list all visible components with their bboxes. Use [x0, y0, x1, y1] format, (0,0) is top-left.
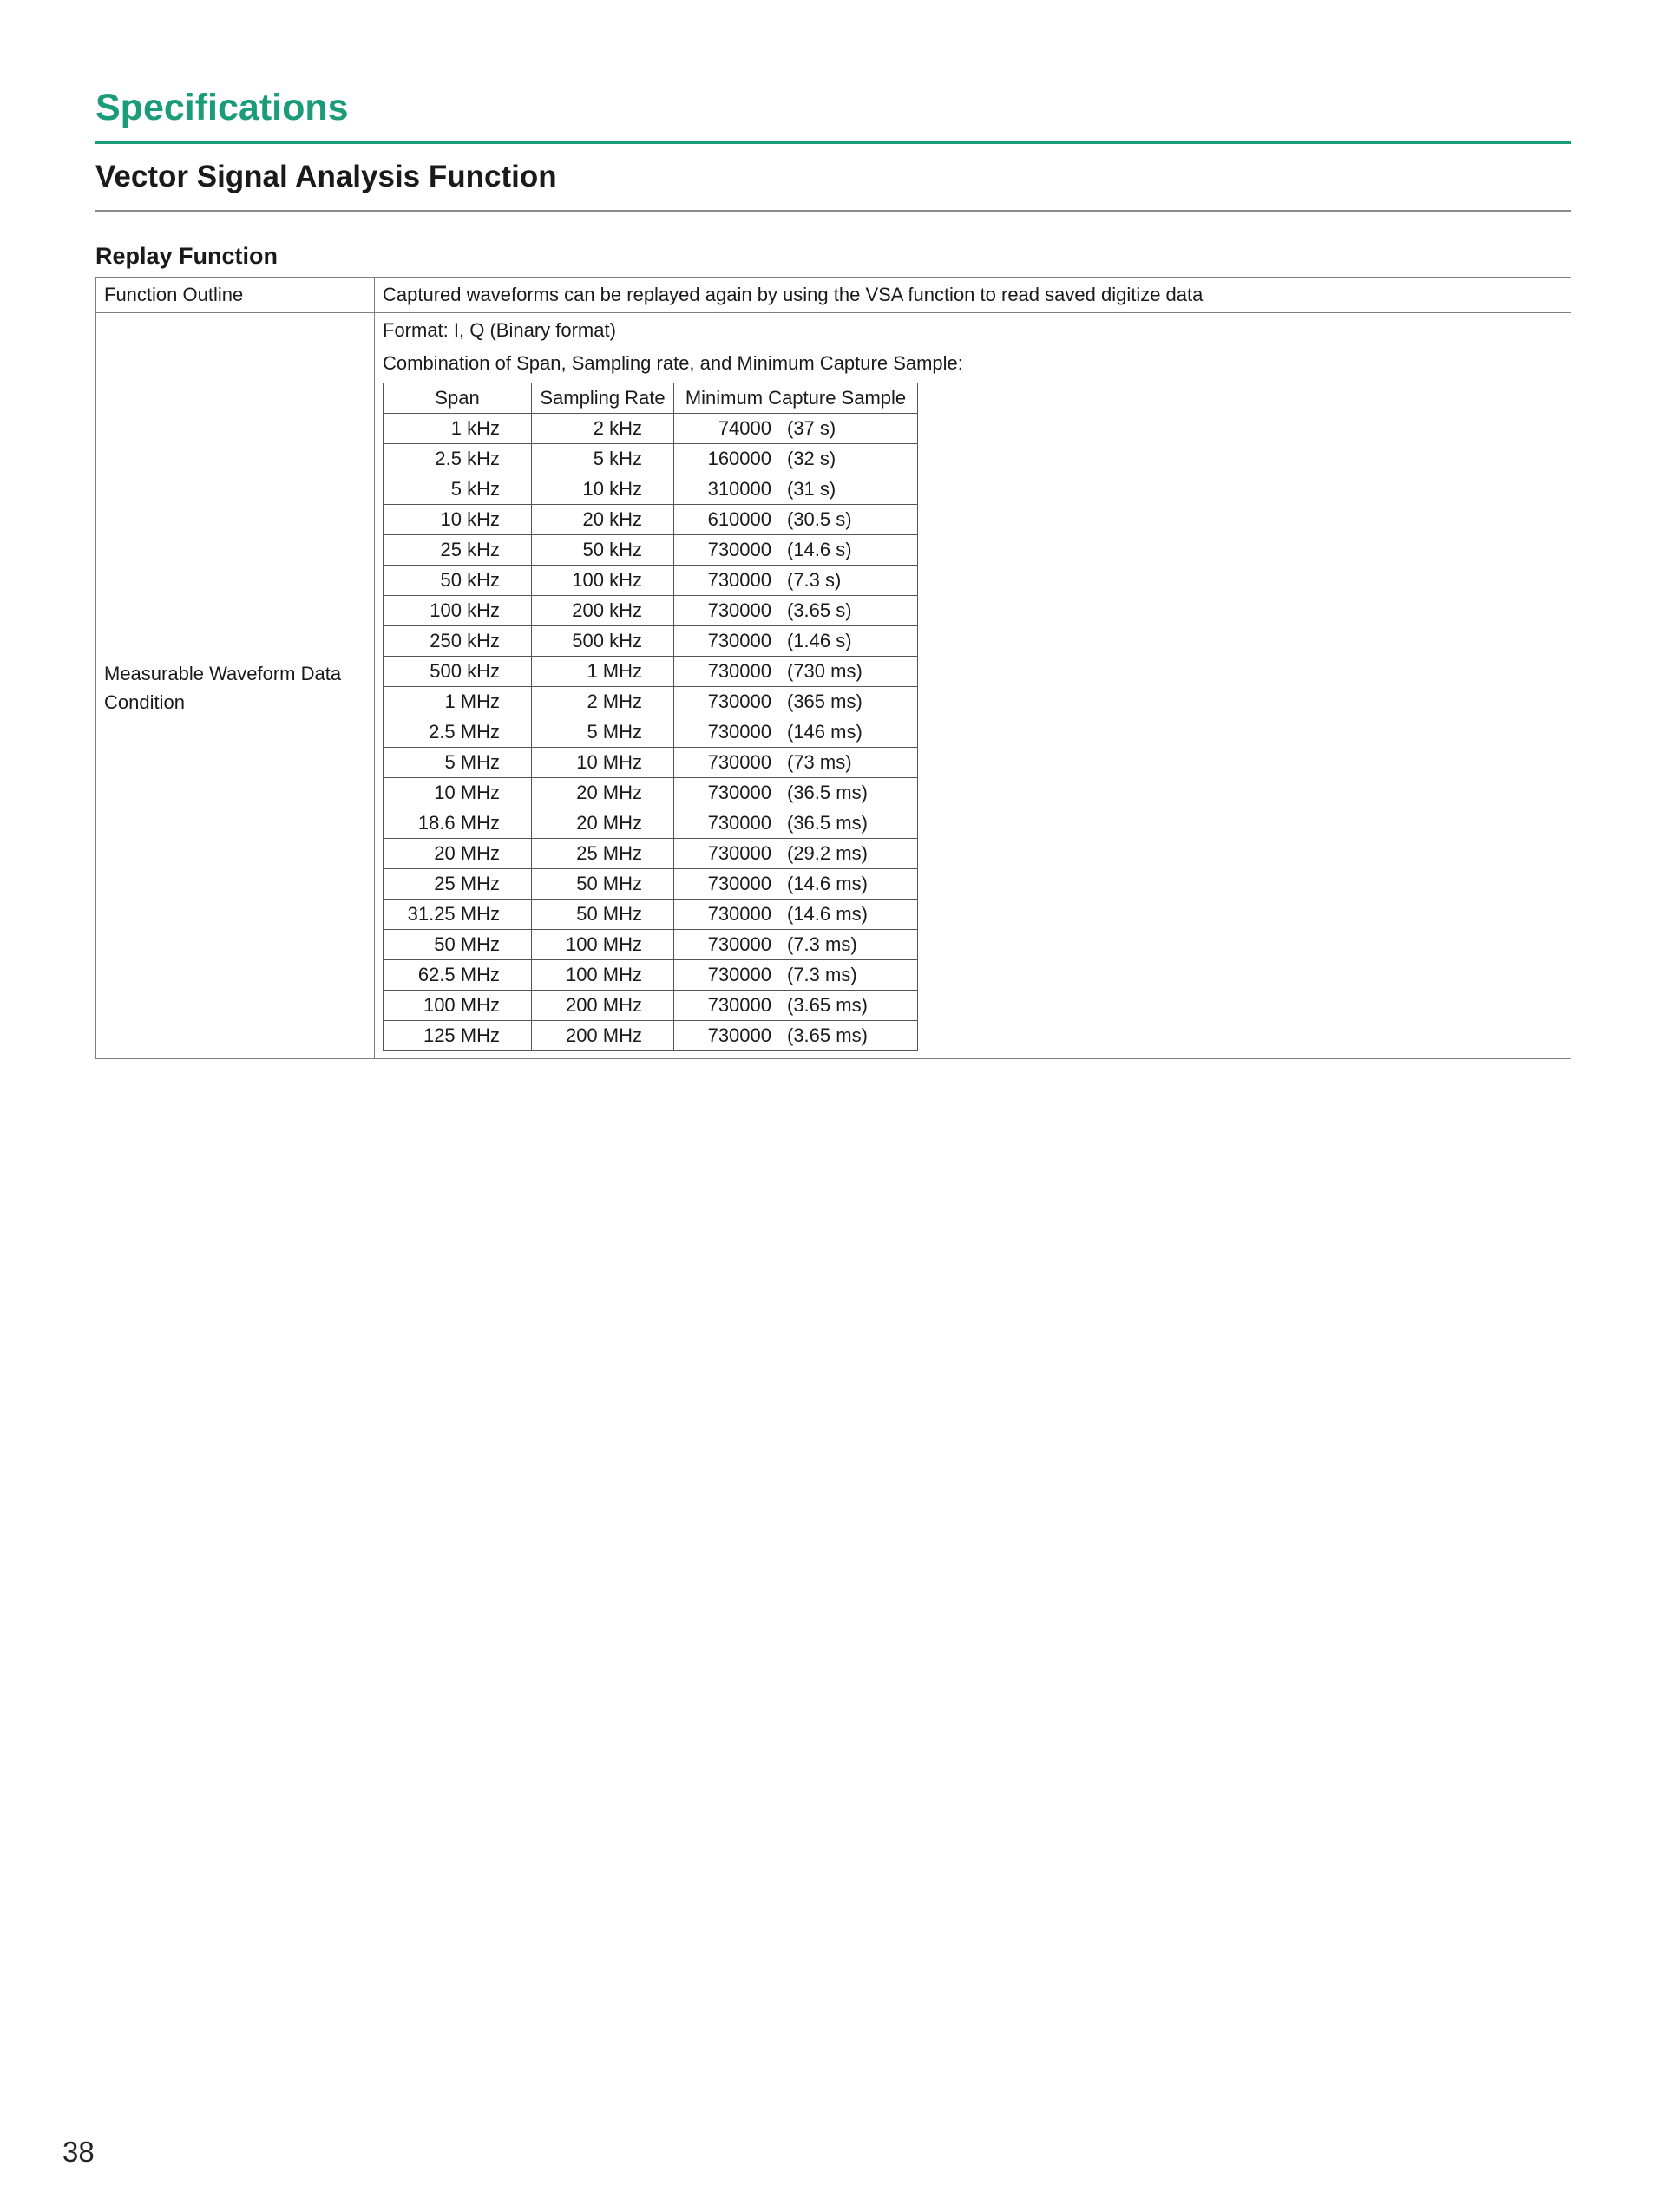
- capture-duration: (36.5 ms): [787, 812, 868, 834]
- sampling-rate-cell: [532, 778, 674, 808]
- span-cell: [384, 991, 532, 1021]
- format-line: Format: I, Q (Binary format): [383, 319, 616, 341]
- table-row: [384, 566, 918, 596]
- table-row: [384, 839, 918, 869]
- minimum-capture-sample-value: [674, 900, 917, 929]
- table-row: [384, 930, 918, 960]
- sampling-rate-value: 50 MHz: [576, 903, 642, 925]
- span-cell: [384, 778, 532, 808]
- sampling-rate-value: 200 MHz: [565, 1024, 642, 1046]
- table-row: [384, 900, 918, 930]
- minimum-capture-sample-cell: [674, 778, 918, 808]
- capture-duration: (146 ms): [787, 721, 863, 743]
- minimum-capture-sample-cell: [674, 657, 918, 687]
- minimum-capture-sample-value: [674, 444, 917, 474]
- span-rate-table-body: [384, 414, 918, 1051]
- sampling-rate-cell: [532, 808, 674, 839]
- capture-duration: (3.65 ms): [787, 994, 868, 1016]
- span-cell: [384, 748, 532, 778]
- sampling-rate-cell: [532, 1021, 674, 1051]
- sampling-rate-value: 100 MHz: [565, 964, 642, 985]
- sample-count: 730000: [707, 903, 771, 925]
- minimum-capture-sample-cell: [674, 869, 918, 900]
- sample-count: 730000: [707, 994, 771, 1016]
- span-value: 62.5 MHz: [417, 964, 500, 985]
- span-cell: [384, 414, 532, 444]
- measurable-waveform-value: [375, 313, 1571, 1059]
- span-cell: [384, 626, 532, 657]
- span-value: 125 MHz: [423, 1024, 500, 1046]
- sampling-rate-value: 50 kHz: [582, 539, 642, 560]
- minimum-capture-sample-cell: [674, 930, 918, 960]
- page-title: Specifications: [95, 87, 349, 128]
- span-cell: [384, 505, 532, 535]
- capture-duration: (29.2 ms): [787, 842, 868, 864]
- sampling-rate-cell: [532, 687, 674, 717]
- capture-duration: (1.46 s): [787, 630, 852, 651]
- minimum-capture-sample-value: [674, 505, 917, 534]
- section-divider: [95, 210, 1571, 212]
- minimum-capture-sample-cell: [674, 1021, 918, 1051]
- capture-duration: (14.6 s): [787, 539, 852, 560]
- capture-duration: (3.65 ms): [787, 1024, 868, 1046]
- sample-count: 730000: [707, 569, 771, 591]
- span-value: 31.25 MHz: [407, 903, 500, 925]
- sampling-rate-cell: [532, 657, 674, 687]
- table-row: [384, 808, 918, 839]
- span-value: 5 MHz: [444, 751, 500, 773]
- combination-line: Combination of Span, Sampling rate, and Minimum Capture Sample:: [383, 352, 963, 374]
- minimum-capture-sample-cell: [674, 717, 918, 748]
- minimum-capture-sample-value: [674, 626, 917, 656]
- sample-count: 160000: [707, 448, 771, 469]
- minimum-capture-sample-cell: [674, 960, 918, 991]
- span-cell: [384, 900, 532, 930]
- sample-count: 730000: [707, 660, 771, 682]
- capture-duration: (365 ms): [787, 690, 863, 712]
- span-cell: [384, 808, 532, 839]
- measurable-waveform-row: [96, 313, 1571, 1059]
- span-cell: [384, 444, 532, 474]
- sampling-rate-cell: [532, 596, 674, 626]
- sampling-rate-cell: [532, 505, 674, 535]
- table-row: [384, 626, 918, 657]
- sampling-rate-value: 200 kHz: [572, 599, 642, 621]
- span-value: 50 kHz: [440, 569, 500, 591]
- measurable-waveform-label: Measurable Waveform Data Condition: [96, 313, 375, 1059]
- minimum-capture-sample-value: [674, 717, 917, 747]
- minimum-capture-sample-value: [674, 778, 917, 808]
- minimum-capture-sample-cell: [674, 444, 918, 474]
- minimum-capture-sample-cell: [674, 414, 918, 444]
- table-row: [384, 657, 918, 687]
- span-value: 2.5 MHz: [429, 721, 500, 743]
- sampling-rate-value: 20 MHz: [576, 812, 642, 834]
- table-row: [384, 748, 918, 778]
- minimum-capture-sample-cell: [674, 535, 918, 566]
- sample-count: 730000: [707, 630, 771, 651]
- sampling-rate-value: 50 MHz: [576, 873, 642, 894]
- span-value: 20 MHz: [434, 842, 500, 864]
- sample-count: 730000: [707, 782, 771, 803]
- title-divider: [95, 141, 1571, 144]
- capture-duration: (7.3 ms): [787, 964, 857, 985]
- span-rate-header-row: [384, 383, 918, 414]
- capture-duration: (730 ms): [787, 660, 863, 682]
- replay-spec-table: [95, 277, 1571, 1059]
- sample-count: 730000: [707, 751, 771, 773]
- minimum-capture-sample-value: [674, 869, 917, 899]
- minimum-capture-sample-value: [674, 839, 917, 868]
- column-header-minimum-capture-sample: Minimum Capture Sample: [674, 383, 918, 414]
- minimum-capture-sample-value: [674, 657, 917, 686]
- minimum-capture-sample-value: [674, 930, 917, 959]
- capture-duration: (30.5 s): [787, 508, 852, 530]
- sampling-rate-cell: [532, 900, 674, 930]
- sampling-rate-value: 20 MHz: [576, 782, 642, 803]
- sampling-rate-value: 5 MHz: [587, 721, 642, 743]
- function-outline-value: Captured waveforms can be replayed again by using the VSA function to read saved digitize data: [375, 278, 1571, 313]
- capture-duration: (3.65 s): [787, 599, 852, 621]
- sampling-rate-value: 10 kHz: [582, 478, 642, 500]
- span-cell: [384, 839, 532, 869]
- sampling-rate-cell: [532, 444, 674, 474]
- sample-count: 730000: [707, 690, 771, 712]
- span-cell: [384, 657, 532, 687]
- span-value: 10 kHz: [440, 508, 500, 530]
- minimum-capture-sample-value: [674, 596, 917, 625]
- table-row: [384, 444, 918, 474]
- capture-duration: (7.3 ms): [787, 933, 857, 955]
- sample-count: 730000: [707, 873, 771, 894]
- span-value: 18.6 MHz: [417, 812, 500, 834]
- span-value: 100 kHz: [430, 599, 500, 621]
- sample-count: 730000: [707, 599, 771, 621]
- minimum-capture-sample-cell: [674, 839, 918, 869]
- minimum-capture-sample-value: [674, 748, 917, 777]
- sample-count: 610000: [707, 508, 771, 530]
- minimum-capture-sample-value: [674, 535, 917, 565]
- span-value: 5 kHz: [450, 478, 500, 500]
- minimum-capture-sample-cell: [674, 900, 918, 930]
- sample-count: 730000: [707, 842, 771, 864]
- table-row: [384, 991, 918, 1021]
- minimum-capture-sample-value: [674, 808, 917, 838]
- minimum-capture-sample-cell: [674, 505, 918, 535]
- column-header-span: Span: [384, 383, 532, 414]
- capture-duration: (14.6 ms): [787, 873, 868, 894]
- span-cell: [384, 717, 532, 748]
- table-row: [384, 414, 918, 444]
- sampling-rate-value: 2 kHz: [593, 417, 642, 439]
- minimum-capture-sample-value: [674, 960, 917, 990]
- span-value: 2.5 kHz: [435, 448, 500, 469]
- span-cell: [384, 1021, 532, 1051]
- sampling-rate-cell: [532, 930, 674, 960]
- minimum-capture-sample-value: [674, 474, 917, 504]
- span-value: 1 MHz: [444, 690, 500, 712]
- capture-duration: (73 ms): [787, 751, 852, 773]
- table-row: [384, 1021, 918, 1051]
- span-cell: [384, 474, 532, 505]
- sampling-rate-cell: [532, 748, 674, 778]
- span-cell: [384, 535, 532, 566]
- table-row: [384, 687, 918, 717]
- sample-count: 730000: [707, 539, 771, 560]
- table-row: [384, 778, 918, 808]
- sampling-rate-value: 10 MHz: [576, 751, 642, 773]
- sampling-rate-cell: [532, 869, 674, 900]
- span-value: 25 kHz: [440, 539, 500, 560]
- span-cell: [384, 596, 532, 626]
- span-value: 10 MHz: [434, 782, 500, 803]
- table-row: [384, 535, 918, 566]
- sample-count: 730000: [707, 721, 771, 743]
- sampling-rate-value: 500 kHz: [572, 630, 642, 651]
- minimum-capture-sample-cell: [674, 566, 918, 596]
- span-cell: [384, 566, 532, 596]
- table-row: [384, 474, 918, 505]
- sampling-rate-cell: [532, 991, 674, 1021]
- sampling-rate-value: 100 MHz: [565, 933, 642, 955]
- sample-count: 310000: [707, 478, 771, 500]
- span-value: 25 MHz: [434, 873, 500, 894]
- sampling-rate-cell: [532, 535, 674, 566]
- span-cell: [384, 960, 532, 991]
- table-row: [384, 717, 918, 748]
- minimum-capture-sample-value: [674, 1021, 917, 1050]
- sampling-rate-value: 25 MHz: [576, 842, 642, 864]
- minimum-capture-sample-value: [674, 991, 917, 1020]
- minimum-capture-sample-cell: [674, 991, 918, 1021]
- sampling-rate-value: 5 kHz: [593, 448, 642, 469]
- table-row: [384, 960, 918, 991]
- function-outline-row: [96, 278, 1571, 313]
- sampling-rate-cell: [532, 626, 674, 657]
- minimum-capture-sample-value: [674, 414, 917, 443]
- sample-count: 730000: [707, 812, 771, 834]
- sampling-rate-cell: [532, 414, 674, 444]
- sampling-rate-cell: [532, 474, 674, 505]
- sample-count: 730000: [707, 1024, 771, 1046]
- sampling-rate-value: 100 kHz: [572, 569, 642, 591]
- table-row: [384, 505, 918, 535]
- table-row: [384, 869, 918, 900]
- column-header-sampling-rate: Sampling Rate: [532, 383, 674, 414]
- sampling-rate-cell: [532, 566, 674, 596]
- minimum-capture-sample-value: [674, 566, 917, 595]
- minimum-capture-sample-cell: [674, 596, 918, 626]
- span-value: 500 kHz: [430, 660, 500, 682]
- sampling-rate-cell: [532, 960, 674, 991]
- section-title: Vector Signal Analysis Function: [95, 160, 557, 193]
- minimum-capture-sample-cell: [674, 626, 918, 657]
- span-cell: [384, 869, 532, 900]
- sample-count: 730000: [707, 933, 771, 955]
- capture-duration: (7.3 s): [787, 569, 842, 591]
- span-value: 1 kHz: [450, 417, 500, 439]
- span-value: 50 MHz: [434, 933, 500, 955]
- capture-duration: (14.6 ms): [787, 903, 868, 925]
- subsection-title: Replay Function: [95, 243, 279, 269]
- sampling-rate-value: 2 MHz: [587, 690, 642, 712]
- sampling-rate-value: 200 MHz: [565, 994, 642, 1016]
- capture-duration: (31 s): [787, 478, 836, 500]
- sampling-rate-value: 1 MHz: [587, 660, 642, 682]
- sampling-rate-value: 20 kHz: [582, 508, 642, 530]
- minimum-capture-sample-cell: [674, 474, 918, 505]
- page-number: 38: [62, 2136, 95, 2168]
- minimum-capture-sample-cell: [674, 808, 918, 839]
- span-cell: [384, 930, 532, 960]
- capture-duration: (32 s): [787, 448, 836, 469]
- minimum-capture-sample-cell: [674, 748, 918, 778]
- sampling-rate-cell: [532, 717, 674, 748]
- span-value: 250 kHz: [430, 630, 500, 651]
- function-outline-label: Function Outline: [96, 278, 375, 313]
- sampling-rate-cell: [532, 839, 674, 869]
- capture-duration: (36.5 ms): [787, 782, 868, 803]
- sample-count: 730000: [707, 964, 771, 985]
- span-value: 100 MHz: [423, 994, 500, 1016]
- span-cell: [384, 687, 532, 717]
- minimum-capture-sample-cell: [674, 687, 918, 717]
- capture-duration: (37 s): [787, 417, 836, 439]
- minimum-capture-sample-value: [674, 687, 917, 717]
- sample-count: 74000: [718, 417, 771, 439]
- span-rate-table: [383, 383, 918, 1051]
- table-row: [384, 596, 918, 626]
